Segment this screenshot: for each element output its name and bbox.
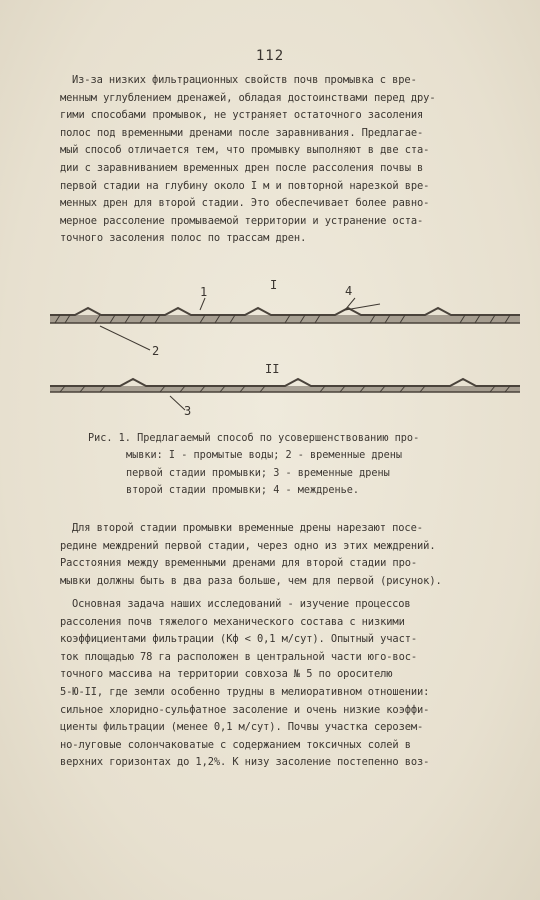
text-line: дии с заравниванием временных дрен после рассоления почвы в: [60, 161, 424, 174]
text-line: первой стадии на глубину около I м и повторной нарезкой вре-: [60, 179, 430, 192]
text-line: верхних горизонтах до 1,2%. К низу засоление постепенно воз-: [60, 756, 430, 769]
text-line: циенты фильтрации (менее 0,1 м/сут). Почвы участка серозем-: [60, 721, 424, 734]
text-line: но-луговые солончаковатые с содержанием токсичных солей в: [60, 738, 411, 751]
text-line: Основная задача наших исследований - изучение процессов: [72, 598, 411, 610]
text-line: точного засоления полос по трассам дрен.: [60, 232, 307, 245]
text-line: точного массива на территории совхоза № 5 по оросителю: [60, 668, 393, 681]
caption-line: мывки: I - промытые воды; 2 - временные дрены: [126, 450, 403, 462]
text-line: Из-за низких фильтрационных свойств почв промывка с вре-: [72, 74, 417, 86]
paragraph-2: [60, 520, 500, 590]
text-line: менным углублением дренажей, обладая достоинствами перед дру-: [60, 91, 436, 104]
callout-1: 1: [200, 285, 208, 299]
text-line: ток площадью 78 га расположен в центральной части юго-вос-: [60, 650, 418, 663]
text-line: рассоления почв тяжелого механического состава с низкими: [60, 615, 405, 628]
caption-line: Рис. 1. Предлагаемый способ по усовершенствованию про-: [88, 433, 420, 444]
text-line: полос под временными дренами после заравнивания. Предлагае-: [60, 126, 424, 139]
text-line: редине междрений первой стадии, через одно из этих междрений.: [60, 539, 436, 552]
paragraph-3: [60, 596, 500, 772]
figure-caption: [88, 430, 508, 500]
paragraph-1: [60, 72, 500, 248]
callout-3: 3: [184, 404, 192, 418]
text-line: мерное рассоление промываемой территории и устранение оста-: [60, 214, 424, 227]
text-line: коэффициентами фильтрации (Кф < 0,1 м/сут). Опытный участ-: [60, 633, 418, 646]
figure-drainage-scheme: [0, 270, 540, 430]
figure-drawing: [0, 270, 540, 430]
caption-line: второй стадии промывки; 4 - междренье.: [126, 485, 360, 497]
text-line: гими способами промывок, не устраняет остаточного засоления: [60, 109, 424, 122]
text-line: Для второй стадии промывки временные дрены нарезают посе-: [72, 522, 423, 534]
text-line: мывки должны быть в два раза больше, чем для первой (рисунок).: [60, 574, 442, 587]
page-number: 112: [255, 48, 285, 64]
text-line: Расстояния между временными дренами для второй стадии про-: [60, 557, 418, 570]
callout-2: 2: [152, 344, 160, 358]
text-line: менных дрен для второй стадии. Это обеспечивает более равно-: [60, 197, 430, 210]
text-line: мый способ отличается тем, что промывку выполняют в две ста-: [60, 144, 430, 157]
text-line: 5-Ю-II, где земли особенно трудны в мелиоративном отношении:: [60, 685, 430, 698]
callout-4: 4: [345, 284, 353, 298]
text-line: сильное хлоридно-сульфатное засоление и очень низкие коэффи-: [60, 703, 430, 716]
stage-two-surface: [50, 379, 520, 392]
caption-line: первой стадии промывки; 3 - временные дрены: [126, 467, 390, 479]
stage-label-one: I: [270, 278, 278, 292]
stage-one-surface: [50, 308, 520, 323]
stage-label-two: II: [265, 362, 280, 376]
